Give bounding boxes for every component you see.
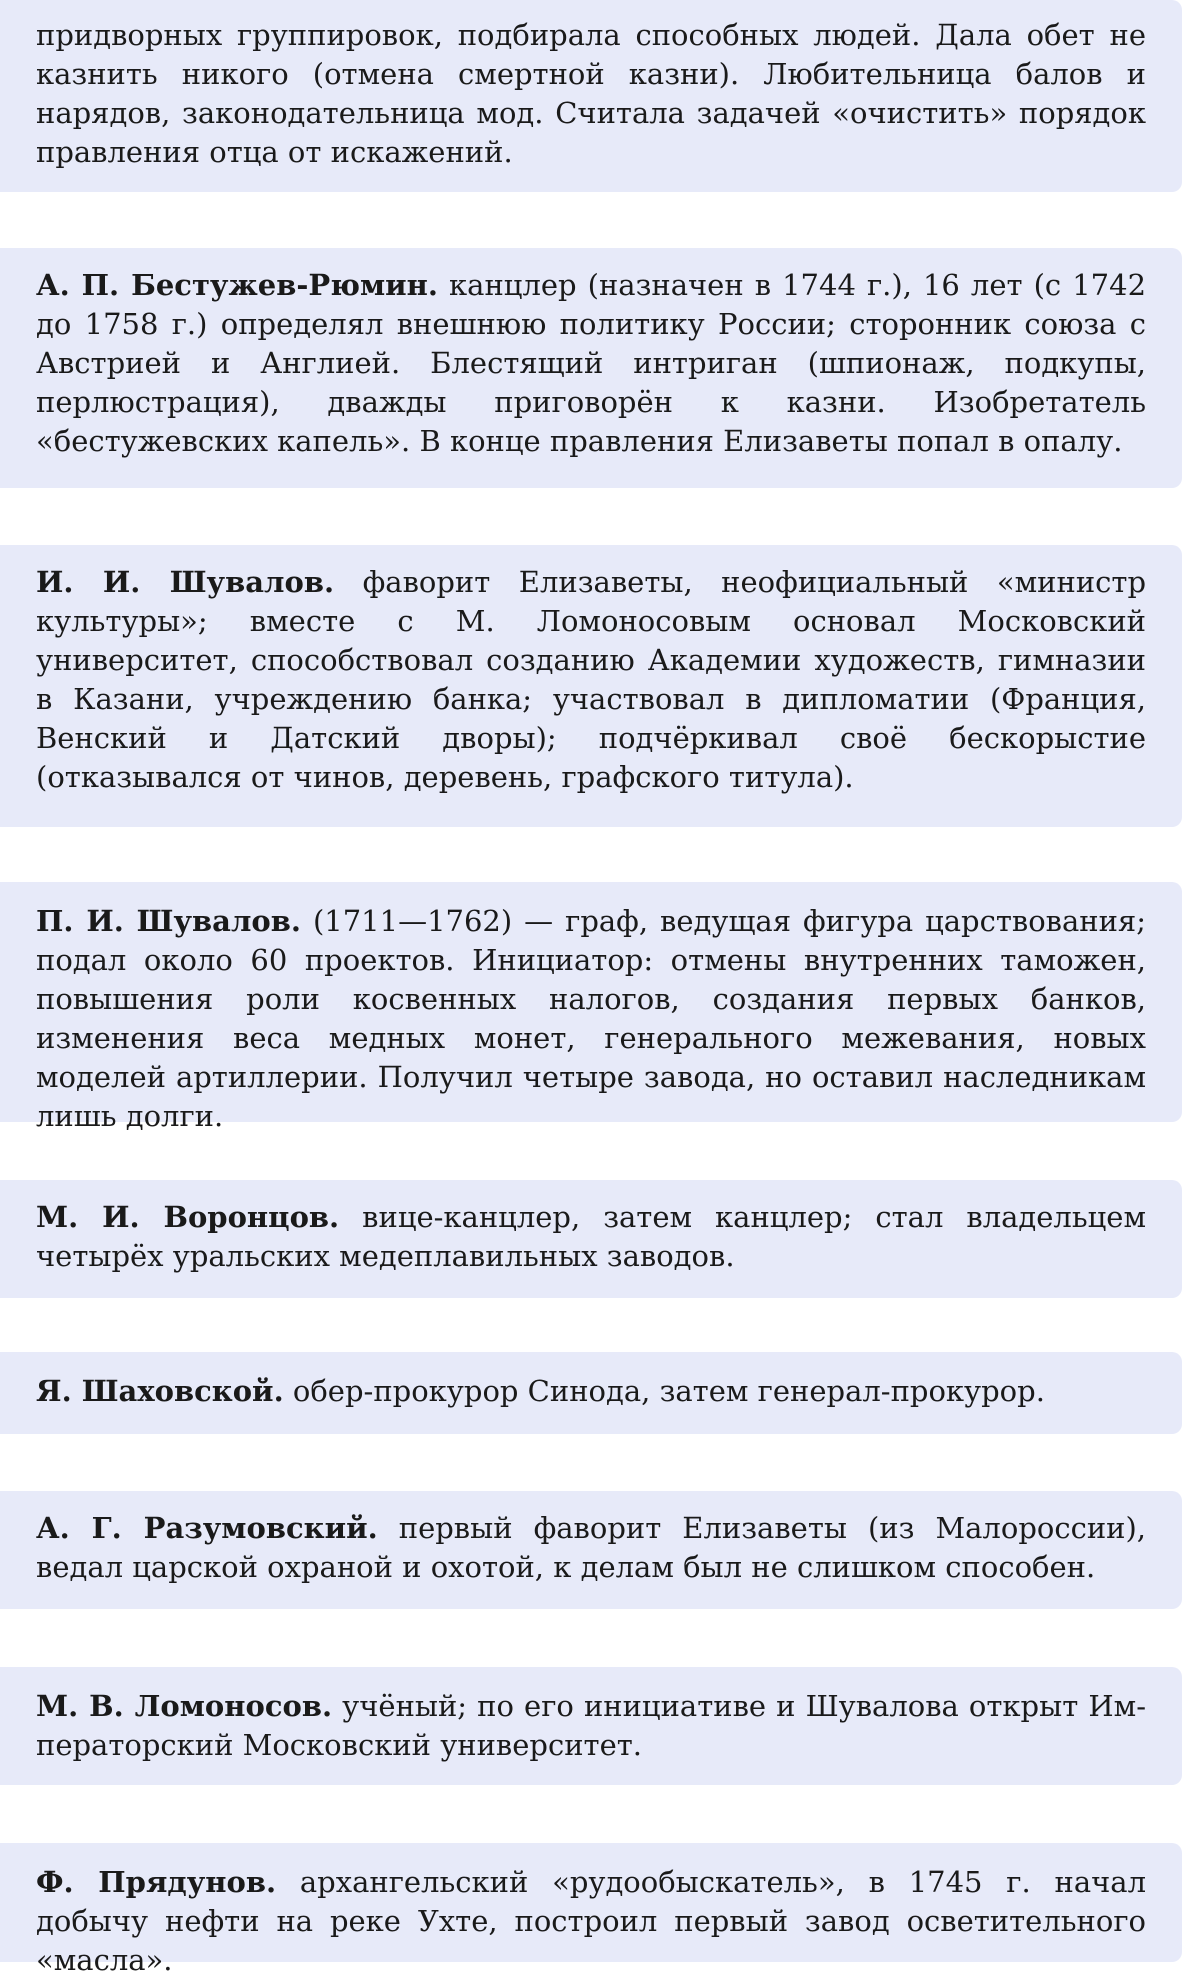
entry-text <box>36 1687 1146 1765</box>
entry-body: архангельский «рудообыскатель», в 1745 г. начал добычу нефти на реке Ухте, построил первый завод осветительного «масла». <box>36 1865 1146 1977</box>
entry-block <box>0 1843 1182 1977</box>
entry-block <box>0 1667 1182 1785</box>
entry-person-name: А. П. Бестужев-Рюмин. <box>36 268 438 302</box>
entry-text <box>36 1509 1146 1587</box>
entry-block <box>0 1352 1182 1434</box>
entry-body: придворных группировок, подбирала способных людей. Дала обет не казнить никого (отмена смертной казни). Любительница балов и нарядов, законодательница мод. Считала задачей «очистить» порядок правления отца от искажений. <box>36 18 1146 169</box>
entry-body: первый фаворит Елизаветы (из Малороссии), ведал царской охраной и охотой, к делам был не слишком способен. <box>36 1511 1147 1584</box>
entry-block <box>0 1180 1182 1298</box>
entry-text <box>36 1198 1146 1276</box>
entry-block <box>0 1491 1182 1609</box>
entry-body: канцлер (назначен в 1744 г.), 16 лет (с 1742 до 1758 г.) определял внешнюю политику России; сторонник союза с Австрией и Англией. Блестящий интриган (шпионаж, подкупы, перлюстрация), дважды приговорён к казни. Изобретатель «бестужевских капель». В конце правления Елизаветы попал в опалу. <box>36 268 1147 458</box>
entry-person-name: П. И. Шувалов. <box>36 904 301 938</box>
entry-body: обер-прокурор Синода, затем генерал-прокурор. <box>292 1374 1045 1408</box>
entry-block <box>0 0 1182 192</box>
entry-person-name: М. И. Воронцов. <box>36 1200 340 1234</box>
entry-body: учёный; по его инициативе и Шувалова открыт Императорский Московский университет. <box>36 1689 1146 1762</box>
entry-text <box>36 16 1146 172</box>
entry-person-name: Я. Шаховской. <box>36 1374 284 1408</box>
entry-text <box>36 902 1146 1136</box>
entry-body: фаворит Елизаветы, неофициальный «министр культуры»; вместе с М. Ломоносовым основал Московский университет, способствовал созданию Академии художеств, гимназии в Казани, учреждению банка; участвовал в дипломатии (Франция, Венский и Датский дворы); подчёркивал своё бескорыстие (отказывался от чинов, деревень, графского титула). <box>36 565 1147 794</box>
entry-text <box>36 563 1146 797</box>
entry-text <box>36 1863 1146 1980</box>
entry-person-name: И. И. Шувалов. <box>36 565 335 599</box>
entry-text <box>36 1372 1146 1411</box>
entry-text <box>36 266 1146 461</box>
entry-person-name: Ф. Прядунов. <box>36 1865 277 1899</box>
entry-body: вице-канцлер, затем канцлер; стал владельцем четырёх уральских медеплавильных заводов. <box>36 1200 1146 1273</box>
entry-block <box>0 545 1182 827</box>
entry-block <box>0 248 1182 488</box>
entry-block <box>0 882 1182 1133</box>
entry-person-name: М. В. Ломоносов. <box>36 1689 333 1723</box>
entry-person-name: А. Г. Разумовский. <box>36 1511 378 1545</box>
entry-body: (1711—1762) — граф, ведущая фигура царствования; подал около 60 проектов. Инициатор: отмены внутренних таможен, повышения роли косвенных налогов, создания первых банков, изменения веса медных монет, генерального межевания, новых моделей артиллерии. Получил четыре завода, но оставил наследникам лишь долги. <box>36 904 1146 1133</box>
